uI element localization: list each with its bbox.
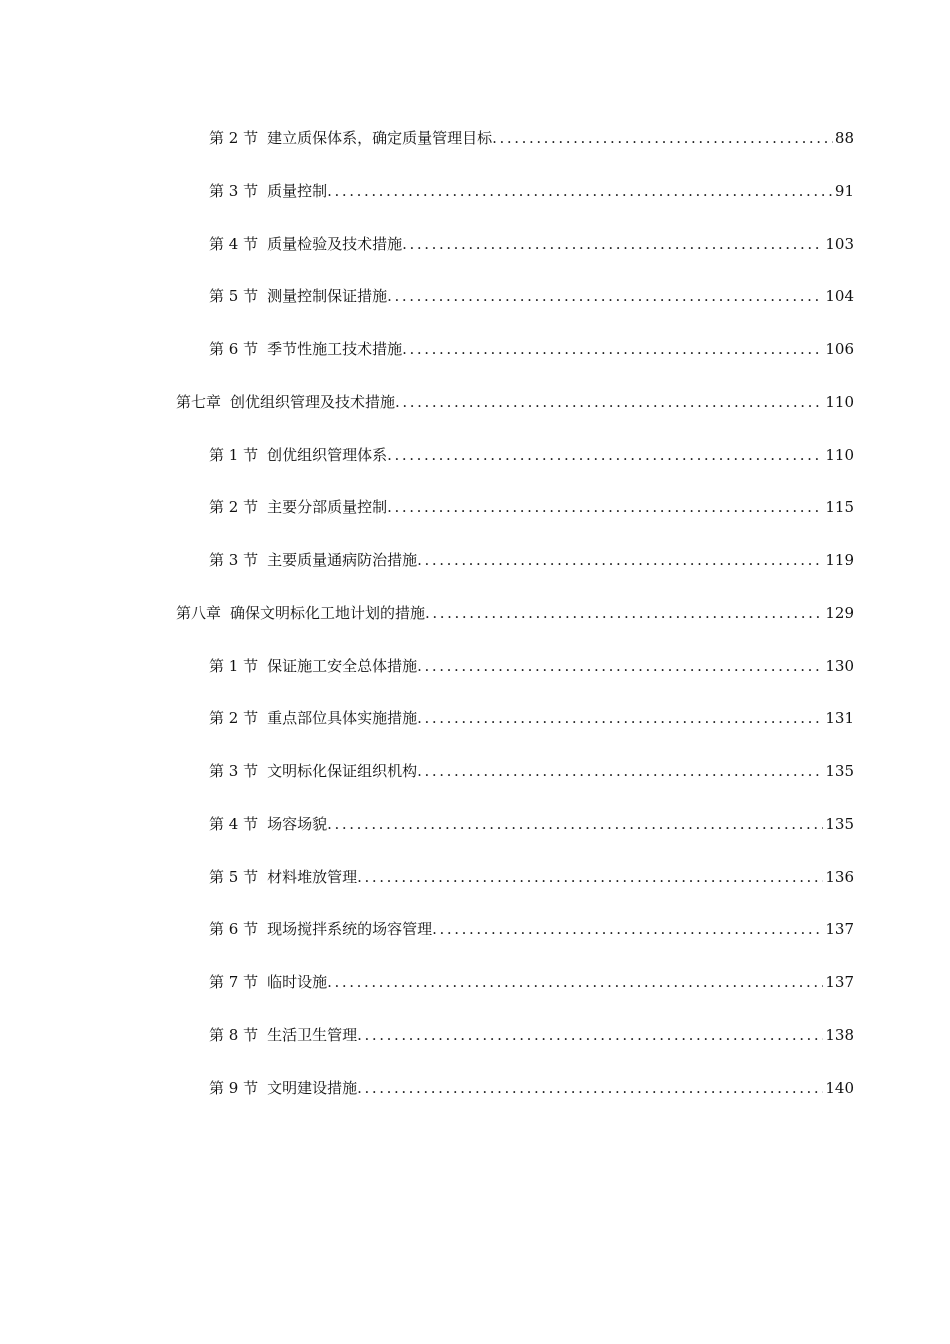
toc-page-number: 115 xyxy=(825,498,854,517)
toc-page-number: 103 xyxy=(825,234,854,253)
toc-number: 第 5 节 xyxy=(209,867,259,886)
toc-number: 第 3 节 xyxy=(209,181,259,200)
toc-number: 第 7 节 xyxy=(209,973,259,991)
toc-entry[interactable] xyxy=(209,337,854,361)
toc-entry[interactable] xyxy=(209,284,854,308)
toc-entry[interactable] xyxy=(209,179,854,203)
toc-number: 第八章 xyxy=(176,603,222,622)
toc-number: 第 4 节 xyxy=(209,234,259,253)
toc-number: 第 3 节 xyxy=(209,551,259,569)
toc-page-number: 129 xyxy=(825,603,854,622)
toc-page-number: 106 xyxy=(825,340,854,358)
toc-leader xyxy=(417,706,823,730)
toc-number: 第 6 节 xyxy=(209,340,259,358)
toc-number: 第七章 xyxy=(176,392,222,411)
toc-leader xyxy=(417,654,823,678)
toc-entry[interactable] xyxy=(209,917,854,941)
toc-number: 第 9 节 xyxy=(209,1078,259,1097)
toc-page-number: 130 xyxy=(825,656,854,675)
toc-title: 创优组织管理及技术措施 xyxy=(230,392,396,411)
toc-leader xyxy=(327,970,823,994)
toc-entry[interactable] xyxy=(209,443,854,467)
toc-page-number: 110 xyxy=(825,392,854,411)
toc-page-number: 119 xyxy=(825,551,854,569)
toc-title: 场容场貌 xyxy=(267,814,328,833)
toc-leader xyxy=(327,812,823,836)
toc-leader xyxy=(425,601,823,625)
toc-leader xyxy=(395,390,823,414)
toc-number: 第 2 节 xyxy=(209,498,259,517)
toc-entry[interactable] xyxy=(209,759,854,783)
toc-entry[interactable] xyxy=(176,390,854,414)
toc-entry[interactable] xyxy=(209,654,854,678)
toc-leader xyxy=(492,126,833,150)
toc-leader xyxy=(387,284,823,308)
toc-entry[interactable] xyxy=(176,601,854,625)
toc-page-number: 138 xyxy=(825,1025,854,1044)
toc-leader xyxy=(357,1076,823,1100)
toc-leader xyxy=(327,179,833,203)
toc-entry[interactable] xyxy=(209,1076,854,1100)
toc-page-number: 137 xyxy=(825,920,854,939)
toc-page-number: 135 xyxy=(825,762,854,780)
toc-leader xyxy=(387,443,823,467)
toc-leader xyxy=(357,1023,823,1047)
toc-page-number: 136 xyxy=(825,867,854,886)
toc-number: 第 8 节 xyxy=(209,1025,259,1044)
toc-page-number: 135 xyxy=(825,814,854,833)
toc-entry[interactable] xyxy=(209,232,854,256)
toc-leader xyxy=(402,337,823,361)
toc-title: 文明标化保证组织机构 xyxy=(267,762,418,780)
toc-title: 确保文明标化工地计划的措施 xyxy=(230,603,426,622)
toc-number: 第 4 节 xyxy=(209,814,259,833)
toc-page-number: 131 xyxy=(825,709,854,728)
toc-leader xyxy=(417,759,823,783)
toc-entry[interactable] xyxy=(209,865,854,889)
toc-number: 第 1 节 xyxy=(209,445,259,464)
toc-leader xyxy=(402,232,823,256)
toc-number: 第 2 节 xyxy=(209,129,259,147)
toc-page-number: 140 xyxy=(825,1078,854,1097)
toc-title: 测量控制保证措施 xyxy=(267,287,388,306)
toc-title: 建立质保体系，确定质量管理目标 xyxy=(267,129,493,147)
toc-title: 保证施工安全总体措施 xyxy=(267,656,418,675)
toc-leader xyxy=(432,917,823,941)
toc-page-number: 110 xyxy=(825,445,854,464)
toc-title: 质量控制 xyxy=(267,181,328,200)
toc-title: 文明建设措施 xyxy=(267,1078,358,1097)
toc-entry[interactable] xyxy=(209,970,854,994)
toc-title: 现场搅拌系统的场容管理 xyxy=(267,920,433,939)
toc-entry[interactable] xyxy=(209,812,854,836)
toc-page-number: 137 xyxy=(825,973,854,991)
toc-title: 质量检验及技术措施 xyxy=(267,234,403,253)
toc-title: 生活卫生管理 xyxy=(267,1025,358,1044)
toc-leader xyxy=(357,865,823,889)
toc-entry[interactable] xyxy=(209,495,854,519)
toc-title: 重点部位具体实施措施 xyxy=(267,709,418,728)
toc-leader xyxy=(387,495,823,519)
toc-title: 季节性施工技术措施 xyxy=(267,340,403,358)
toc-number: 第 5 节 xyxy=(209,287,259,306)
toc-page-number: 88 xyxy=(834,129,854,147)
toc-leader xyxy=(417,548,823,572)
toc-title: 创优组织管理体系 xyxy=(267,445,388,464)
toc-entry[interactable] xyxy=(209,1023,854,1047)
toc-title: 主要质量通病防治措施 xyxy=(267,551,418,569)
toc-number: 第 2 节 xyxy=(209,709,259,728)
toc-number: 第 1 节 xyxy=(209,656,259,675)
toc-page-number: 91 xyxy=(834,181,854,200)
toc-entry[interactable] xyxy=(209,548,854,572)
toc-number: 第 3 节 xyxy=(209,762,259,780)
toc-entry[interactable] xyxy=(209,126,854,150)
toc-entry[interactable] xyxy=(209,706,854,730)
toc-title: 主要分部质量控制 xyxy=(267,498,388,517)
toc-title: 临时设施 xyxy=(267,973,328,991)
toc-number: 第 6 节 xyxy=(209,920,259,939)
toc-page-number: 104 xyxy=(825,287,854,306)
toc-title: 材料堆放管理 xyxy=(267,867,358,886)
